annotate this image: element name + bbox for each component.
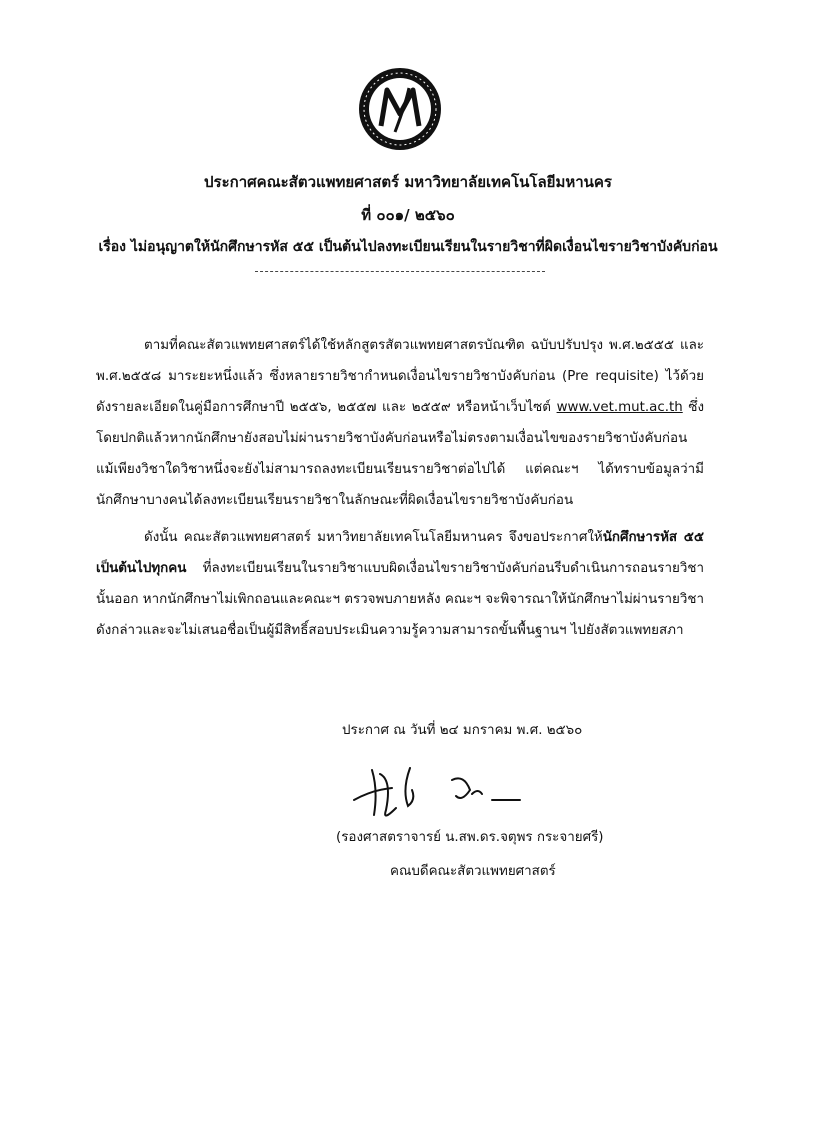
announcement-subject: เรื่อง ไม่อนุญาตให้นักศึกษารหัส ๕๕ เป็นต้นไปลงทะเบียนเรียนในรายวิชาที่ผิดเงื่อนไขรายวิชาบังคับก่อน — [98, 239, 718, 255]
para1-text-a: ตามที่คณะสัตวแพทยศาสตร์ได้ใช้หลักสูตรสัตวแพทยศาสตรบัณฑิต ฉบับปรับปรุง พ.ศ.๒๕๕๕ และ พ.ศ.๒๕๕๘ มาระยะหนึ่งแล้ว ซึ่งหลายรายวิชากำหนดเงื่อนไขรายวิชาบังคับก่อน (Pre requisite) ไว้ด้วยดังรายละเอียดในคู่มือการศึกษาปี ๒๕๕๖, ๒๕๕๗ และ ๒๕๕๙ หรือหน้าเว็บไซต์ — [96, 338, 704, 415]
para1-text-b: ซึ่งโดยปกติแล้วหากนักศึกษายังสอบไม่ผ่านรายวิชาบังคับก่อนหรือไม่ตรงตามเงื่อนไขของรายวิชาบังคับก่อนแม้เพียงวิชาใดวิชาหนึ่งจะยังไม่สามารถลงทะเบียนเรียนรายวิชาต่อไปได้ แต่คณะฯ ได้ทราบข้อมูลว่ามีนักศึกษาบางคนได้ลงทะเบียนเรียนรายวิชาในลักษณะที่ผิดเงื่อนไขรายวิชาบังคับก่อน — [96, 400, 704, 508]
paragraph-background — [96, 330, 704, 516]
para2-text-b: ที่ลงทะเบียนเรียนในรายวิชาแบบผิดเงื่อนไขรายวิชาบังคับก่อนรีบดำเนินการถอนรายวิชานั้นออก หากนักศึกษาไม่เพิกถอนและคณะฯ ตรวจพบภายหลัง คณะฯ จะพิจารณาให้นักศึกษาไม่ผ่านรายวิชาดังกล่าวและจะไม่เสนอชื่อเป็นผู้มีสิทธิ์สอบประเมินความรู้ความสามารถขั้นพื้นฐานฯ ไปยังสัตวแพทยสภา — [96, 561, 704, 638]
para2-bold-text: นักศึกษารหัส ๕๕ เป็นต้นไปทุกคน — [96, 530, 704, 576]
website-link[interactable]: www.vet.mut.ac.th — [556, 400, 683, 415]
signer-title: คณบดีคณะสัตวแพทยศาสตร์ — [390, 864, 556, 879]
para2-text-a: ดังนั้น คณะสัตวแพทยศาสตร์ มหาวิทยาลัยเทคโนโลยีมหานคร จึงขอประกาศให้ — [144, 530, 603, 545]
dashed-divider — [255, 271, 545, 272]
announcement-number: ที่ ๐๐๑/ ๒๕๖๐ — [361, 206, 455, 224]
paragraph-announcement — [96, 522, 704, 646]
university-seal-icon — [357, 66, 443, 152]
announcement-title: ประกาศคณะสัตวแพทยศาสตร์ มหาวิทยาลัยเทคโนโลยีมหานคร — [204, 173, 612, 191]
issue-date: ประกาศ ณ วันที่ ๒๔ มกราคม พ.ศ. ๒๕๖๐ — [342, 723, 583, 738]
signer-name: (รองศาสตราจารย์ น.สพ.ดร.จตุพร กระจายศรี) — [336, 830, 604, 845]
handwritten-signature — [352, 760, 532, 830]
